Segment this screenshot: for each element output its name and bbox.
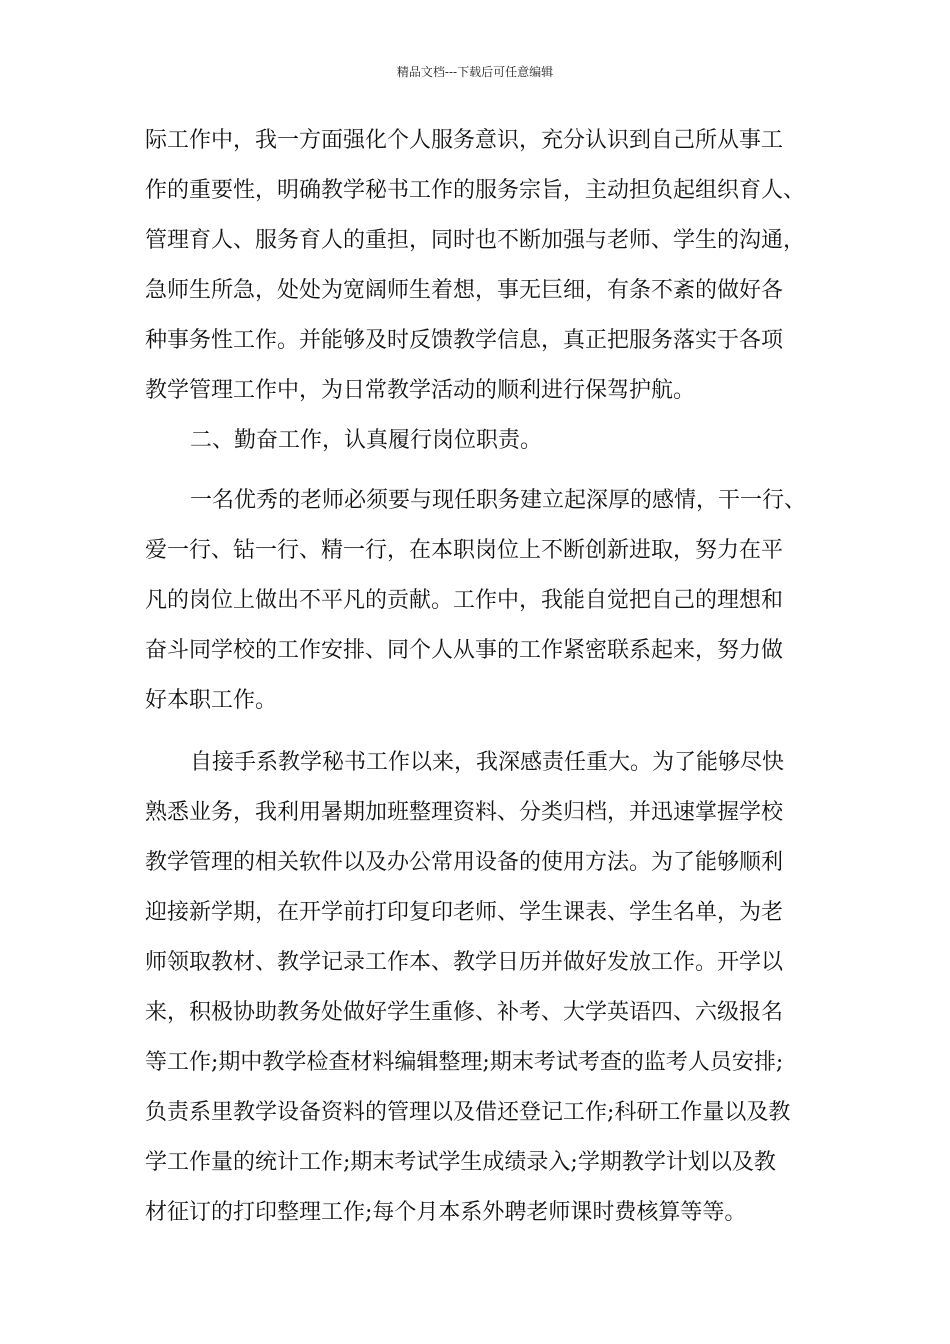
- text-line: 负责系里教学设备资料的管理以及借还登记工作;科研工作量以及教: [145, 1100, 791, 1125]
- section-heading: 二、勤奋工作，认真履行岗位职责。: [190, 428, 543, 453]
- text-line: 迎接新学期，在开学前打印复印老师、学生课表、学生名单，为老: [145, 900, 784, 925]
- text-line: 种事务性工作。并能够及时反馈教学信息，真正把服务落实于各项: [145, 328, 784, 353]
- text-line: 教学管理工作中，为日常教学活动的顺利进行保驾护航。: [145, 378, 696, 403]
- text-line: 好本职工作。: [145, 688, 278, 713]
- text-line: 等工作;期中教学检查材料编辑整理;期末考试考查的监考人员安排;: [145, 1050, 784, 1075]
- text-line: 师领取教材、教学记录工作本、教学日历并做好发放工作。开学以: [145, 950, 784, 975]
- text-line: 来，积极协助教务处做好学生重修、补考、大学英语四、六级报名: [145, 1000, 784, 1025]
- text-line: 际工作中，我一方面强化个人服务意识，充分认识到自己所从事工: [145, 128, 784, 153]
- text-line: 管理育人、服务育人的重担，同时也不断加强与老师、学生的沟通，: [145, 228, 806, 253]
- text-line: 奋斗同学校的工作安排、同个人从事的工作紧密联系起来，努力做: [145, 638, 784, 663]
- text-line: 爱一行、钻一行、精一行，在本职岗位上不断创新进取，努力在平: [145, 538, 784, 563]
- text-line: 一名优秀的老师必须要与现任职务建立起深厚的感情，干一行、: [190, 488, 807, 513]
- text-line: 材征订的打印整理工作;每个月本系外聘老师课时费核算等等。: [145, 1200, 747, 1225]
- page-header: 精品文档---下载后可任意编辑: [396, 65, 554, 79]
- text-line: 作的重要性，明确教学秘书工作的服务宗旨，主动担负起组织育人、: [145, 178, 806, 203]
- text-line: 熟悉业务，我利用暑期加班整理资料、分类归档，并迅速掌握学校: [145, 800, 784, 825]
- text-line: 学工作量的统计工作;期末考试学生成绩录入;学期教学计划以及教: [145, 1150, 776, 1175]
- text-line: 凡的岗位上做出不平凡的贡献。工作中，我能自觉把自己的理想和: [145, 588, 784, 613]
- text-line: 急师生所急，处处为宽阔师生着想，事无巨细，有条不紊的做好各: [145, 278, 784, 303]
- text-line: 教学管理的相关软件以及办公常用设备的使用方法。为了能够顺利: [145, 850, 784, 875]
- text-line: 自接手系教学秘书工作以来，我深感责任重大。为了能够尽快: [190, 750, 785, 775]
